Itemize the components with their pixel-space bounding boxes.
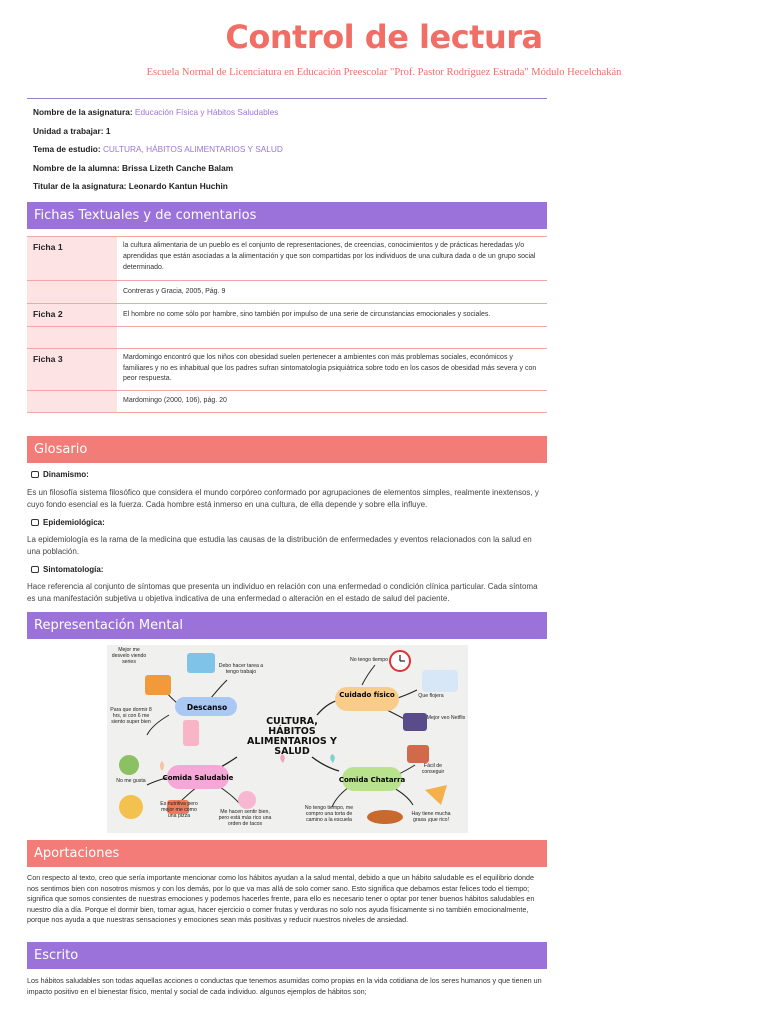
section-glosario-heading: Glosario bbox=[27, 436, 547, 463]
sandwich-icon bbox=[367, 810, 403, 824]
checkbox-icon bbox=[31, 471, 39, 478]
table-row bbox=[27, 303, 547, 326]
girl-icon bbox=[119, 795, 143, 819]
school-subtitle: Escuela Normal de Licenciatura en Educación Preescolar "Prof. Pastor Rodríguez Estrada" Módulo Hecelchakán bbox=[146, 67, 622, 78]
checkbox-icon bbox=[31, 566, 39, 573]
glossary-definition: Es un filosofía sistema filosófico que considera el mundo corpóreo conformado por agrupaciones de elementos simples, realmente inextensos, y cuyo fondo esencial es la fuerza. Cada hombre está inmerso en una cultura, de ella depende y sobre ella influye. bbox=[27, 488, 539, 509]
ficha-label: Ficha 2 bbox=[27, 303, 117, 326]
phone-icon bbox=[183, 720, 199, 746]
burger-icon bbox=[407, 745, 429, 763]
asignatura-value: Educación Física y Hábitos Saludables bbox=[134, 107, 279, 117]
pizza-slice-icon bbox=[425, 785, 447, 805]
fichas-table bbox=[27, 236, 547, 413]
glossary-term: Sintomatología: bbox=[31, 565, 103, 574]
tema-value: CULTURA, HÁBITOS ALIMENTARIOS Y SALUD bbox=[102, 144, 283, 155]
table-row bbox=[27, 348, 547, 390]
table-row bbox=[27, 281, 547, 304]
table-row bbox=[27, 391, 547, 413]
note-text: No me gusta bbox=[116, 778, 146, 784]
escrito-text: Los hábitos saludables son todas aquellas acciones o conductas que tenemos asumidas como propias en la vida cotidiana de los seres humanos y que tienen un impacto positivo en el bienestar físico, mental y social de cada individuo. algunos ejemplos de hábitos son; bbox=[27, 976, 542, 996]
glossary-definition: La epidemiología es la rama de la medicina que estudia las causas de la distribución de enfermedades y eventos relacionados con la salud en una población. bbox=[27, 535, 532, 556]
page-title: Control de lectura bbox=[225, 18, 543, 56]
note-text: Debo hacer tarea a tengo trabajo bbox=[218, 663, 264, 675]
note-text: Me hacen sentir bien, pero está más rico una orden de tacos bbox=[218, 809, 272, 827]
ficha-ref bbox=[117, 326, 547, 348]
table-row bbox=[27, 326, 547, 348]
section-aportaciones-heading: Aportaciones bbox=[27, 840, 547, 867]
info-asignatura: Nombre de la asignatura: Educación Física y Hábitos Saludables bbox=[33, 107, 279, 117]
glossary-definition: Hace referencia al conjunto de síntomas que presenta un individuo en relación con una enfermedad o condición clínica particular. Cada síntoma es una manifestación subjetiva u objetiva indicativa de una enfermedad o alteración en el estado de salud del paciente. bbox=[27, 582, 538, 603]
ficha-text: la cultura alimentaria de un pueblo es el conjunto de representaciones, de creencias, conocimientos y de prácticas heredadas y/o aprendidas que están asociadas a la alimentación y que son compartidas por los individuos de una cultura dada o de un grupo social determinado. bbox=[117, 237, 547, 281]
aportaciones-text: Con respecto al texto, creo que sería importante mencionar como los hábitos ayudan a la salud mental, debido a que un hábito saludable es el equilibrio donde nos sentimos bien con nosotros mismos y con los demás, por lo que va mas allá de solo comer sano. Esto significa que debamos estar felices todo el tiempo; significa que somos consientes de nuestras emociones y podemos hacerles frente, para ello es necesario tener o optar por tener buenos hábitos saludables en nuestro día a día. Porque el dormir bien, tomar agua, hacer ejercicio o comer frutas y verduras no solo nos ayuda físicamente si no también emocionalmente, porque nos ayuda a que nuestras sensaciones y emociones sean más positivas y reducir nuestros niveles de ansiedad. bbox=[27, 873, 535, 925]
lazy-icon bbox=[422, 670, 458, 692]
info-block bbox=[27, 98, 547, 203]
mind-map-graphic bbox=[107, 645, 468, 833]
vegetables-icon bbox=[119, 755, 139, 775]
study-icon bbox=[187, 653, 215, 673]
note-text: No tengo tiempo, me compro una torta de camino a la escuela bbox=[304, 805, 354, 823]
note-text: Que flojera bbox=[418, 693, 444, 699]
ficha-label: Ficha 1 bbox=[27, 237, 117, 281]
ficha-ref: Mardomingo (2000, 106), pág. 20 bbox=[117, 391, 547, 413]
info-titular: Titular de la asignatura: Leonardo Kantun Huchin bbox=[33, 181, 228, 192]
mind-map bbox=[107, 645, 468, 833]
note-text: Mejor me desvelo viendo series bbox=[111, 647, 147, 665]
note-text: Mejor veo Netflix bbox=[426, 715, 466, 721]
node-cuidado-label: Cuidado físico bbox=[339, 691, 395, 699]
info-tema: Tema de estudio: CULTURA, HÁBITOS ALIMENTARIOS Y SALUD bbox=[33, 144, 283, 155]
note-text: Hay tiene mucha grasa ¡que rico! bbox=[411, 811, 451, 823]
note-text: Es nutritiva pero mejor me como una pizza bbox=[160, 801, 198, 819]
glossary-term: Dinamismo: bbox=[31, 470, 89, 479]
note-text: No tengo tiempo bbox=[349, 657, 389, 663]
ficha-label: Ficha 3 bbox=[27, 348, 117, 390]
netflix-icon bbox=[403, 713, 427, 731]
ficha-text: El hombre no come sólo por hambre, sino también por impulso de una serie de circunstancias emocionales y sociales. bbox=[117, 303, 547, 326]
note-text: Para que dormir 8 hrs, si con 6 me siento super bien bbox=[110, 707, 152, 725]
node-comida-chatarra-label: Comida Chatarra bbox=[338, 776, 406, 784]
table-row bbox=[27, 237, 547, 281]
heart-face-icon bbox=[238, 791, 256, 809]
note-text: Fácil de conseguir bbox=[421, 763, 445, 775]
ficha-ref: Contreras y Gracia, 2005, Pág. 9 bbox=[117, 281, 547, 304]
section-escrito-heading: Escrito bbox=[27, 942, 547, 969]
center-title: CULTURA, HÁBITOS ALIMENTARIOS Y SALUD bbox=[247, 717, 337, 757]
section-fichas-heading: Fichas Textuales y de comentarios bbox=[27, 202, 547, 229]
info-unidad: Unidad a trabajar: 1 bbox=[33, 125, 111, 136]
node-descanso-label: Descanso bbox=[186, 703, 228, 712]
section-representacion-heading: Representación Mental bbox=[27, 612, 547, 639]
info-alumna: Nombre de la alumna: Brissa Lizeth Canche Balam bbox=[33, 162, 234, 173]
glossary-term: Epidemiológica: bbox=[31, 518, 105, 527]
checkbox-icon bbox=[31, 519, 39, 526]
node-comida-saludable-label: Comida Saludable bbox=[162, 774, 234, 782]
ficha-text: Mardomingo encontró que los niños con obesidad suelen pertenecer a ambientes con más problemas sociales, económicos y familiares y no es inhabitual que los padres sufran sintomatología psiquiátrica sobre todo en los casos de obesidad más severa y con peor respuesta. bbox=[117, 348, 547, 390]
